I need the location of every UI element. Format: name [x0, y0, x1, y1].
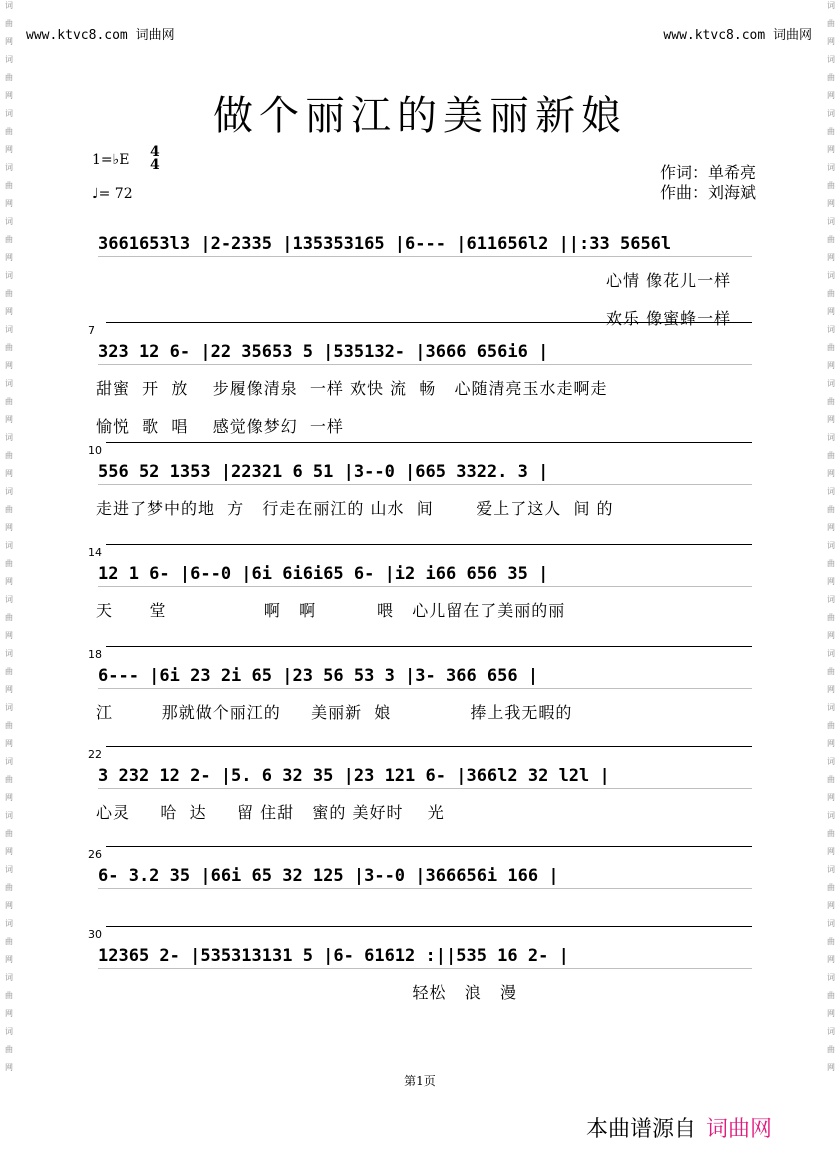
watermark-glyph: 词 — [827, 1027, 835, 1036]
watermark-glyph: 网 — [827, 361, 835, 370]
watermark-glyph: 曲 — [827, 991, 835, 1000]
notation-underline — [98, 586, 752, 587]
watermark-glyph: 网 — [827, 577, 835, 586]
watermark-glyph: 词 — [827, 865, 835, 874]
watermark-glyph: 词 — [5, 703, 13, 712]
page-number: 第1页 — [404, 1074, 436, 1088]
lyric-line: 欢乐 像蜜蜂一样 — [606, 309, 732, 328]
watermark-glyph: 词 — [827, 433, 835, 442]
lyric-line: 轻松 浪 漫 — [96, 983, 517, 1002]
watermark-glyph: 曲 — [5, 883, 13, 892]
watermark-glyph: 曲 — [827, 73, 835, 82]
watermark-glyph: 曲 — [5, 451, 13, 460]
watermark-glyph: 曲 — [827, 559, 835, 568]
notation-row: 3661653l3 |2-2335 |135353165 |6--- |611656l2 ||:33 5656l — [98, 234, 672, 254]
watermark-glyph: 词 — [827, 55, 835, 64]
watermark-glyph: 网 — [827, 739, 835, 748]
tempo-marking: ♩= 72 — [92, 186, 133, 202]
system-top-line — [106, 746, 752, 747]
source-brand-link[interactable]: 词曲网 — [706, 1117, 773, 1142]
watermark-glyph: 曲 — [827, 505, 835, 514]
watermark-glyph: 曲 — [5, 235, 13, 244]
system-top-line — [106, 646, 752, 647]
watermark-glyph: 曲 — [827, 775, 835, 784]
watermark-glyph: 网 — [5, 307, 13, 316]
site-header-right[interactable]: www.ktvc8.com 词曲网 — [663, 28, 812, 43]
watermark-glyph: 网 — [827, 37, 835, 46]
time-signature — [150, 146, 160, 172]
watermark-glyph: 词 — [827, 163, 835, 172]
measure-number: 22 — [88, 748, 102, 761]
watermark-glyph: 曲 — [827, 829, 835, 838]
notation-underline — [98, 484, 752, 485]
watermark-glyph: 网 — [827, 955, 835, 964]
watermark-glyph: 词 — [827, 325, 835, 334]
watermark-glyph: 曲 — [827, 127, 835, 136]
watermark-glyph: 网 — [5, 847, 13, 856]
system-top-line — [106, 442, 752, 443]
watermark-glyph: 曲 — [827, 451, 835, 460]
watermark-glyph: 网 — [5, 91, 13, 100]
watermark-glyph: 词 — [5, 271, 13, 280]
watermark-glyph: 曲 — [827, 721, 835, 730]
watermark-glyph: 词 — [827, 757, 835, 766]
measure-number: 30 — [88, 928, 102, 941]
notation-row: 12365 2- |535313131 5 |6- 61612 :||535 16 2- | — [98, 946, 569, 966]
watermark-glyph: 曲 — [827, 343, 835, 352]
watermark-glyph: 网 — [5, 415, 13, 424]
system-top-line — [106, 846, 752, 847]
watermark-glyph: 曲 — [5, 1045, 13, 1054]
notation-underline — [98, 968, 752, 969]
watermark-glyph: 词 — [5, 217, 13, 226]
watermark-glyph: 曲 — [5, 397, 13, 406]
watermark-glyph: 词 — [827, 487, 835, 496]
measure-number: 7 — [88, 324, 95, 337]
watermark-glyph: 词 — [827, 379, 835, 388]
watermark-glyph: 词 — [5, 919, 13, 928]
watermark-glyph: 曲 — [5, 127, 13, 136]
watermark-glyph: 网 — [827, 91, 835, 100]
watermark-glyph: 曲 — [5, 19, 13, 28]
watermark-glyph: 网 — [5, 361, 13, 370]
watermark-glyph: 网 — [5, 253, 13, 262]
watermark-glyph: 曲 — [5, 559, 13, 568]
watermark-glyph: 网 — [827, 523, 835, 532]
notation-underline — [98, 888, 752, 889]
notation-underline — [98, 364, 752, 365]
watermark-glyph: 词 — [827, 217, 835, 226]
notation-row: 6--- |6i 23 2i 65 |23 56 53 3 |3- 366 656 | — [98, 666, 539, 686]
watermark-glyph: 曲 — [827, 883, 835, 892]
watermark-glyph: 词 — [5, 1027, 13, 1036]
watermark-glyph: 网 — [827, 901, 835, 910]
notation-row: 323 12 6- |22 35653 5 |535132- |3666 656i6 | — [98, 342, 549, 362]
watermark-glyph: 词 — [5, 109, 13, 118]
watermark-glyph: 曲 — [5, 829, 13, 838]
watermark-glyph: 曲 — [827, 1045, 835, 1054]
watermark-glyph: 词 — [5, 757, 13, 766]
watermark-glyph: 曲 — [827, 19, 835, 28]
watermark-glyph: 词 — [827, 109, 835, 118]
watermark-glyph: 词 — [827, 271, 835, 280]
system-top-line — [106, 544, 752, 545]
lyric-line: 走进了梦中的地 方 行走在丽江的 山水 间 爱上了这人 间 的 — [96, 499, 614, 518]
watermark-glyph: 词 — [5, 487, 13, 496]
watermark-glyph: 词 — [5, 163, 13, 172]
notation-underline — [98, 788, 752, 789]
watermark-glyph: 曲 — [5, 73, 13, 82]
watermark-glyph: 曲 — [5, 667, 13, 676]
watermark-glyph: 词 — [5, 649, 13, 658]
notation-row: 556 52 1353 |22321 6 51 |3--0 |665 3322. 3 | — [98, 462, 549, 482]
watermark-glyph: 曲 — [827, 937, 835, 946]
song-title: 做个丽江的美丽新娘 — [213, 93, 627, 139]
source-prefix: 本曲谱源自 — [586, 1117, 697, 1142]
site-header-left[interactable]: www.ktvc8.com 词曲网 — [26, 28, 175, 43]
watermark-glyph: 曲 — [5, 505, 13, 514]
watermark-glyph: 曲 — [827, 181, 835, 190]
watermark-glyph: 词 — [5, 325, 13, 334]
watermark-glyph: 网 — [827, 199, 835, 208]
watermark-glyph: 网 — [5, 469, 13, 478]
watermark-glyph: 曲 — [5, 289, 13, 298]
watermark-glyph: 曲 — [827, 667, 835, 676]
watermark-glyph: 词 — [5, 865, 13, 874]
watermark-glyph: 词 — [5, 55, 13, 64]
watermark-glyph: 曲 — [5, 343, 13, 352]
watermark-glyph: 词 — [827, 1, 835, 10]
lyric-line: 愉悦 歌 唱 感觉像梦幻 一样 — [96, 417, 344, 436]
watermark-glyph: 网 — [5, 955, 13, 964]
watermark-glyph: 网 — [827, 847, 835, 856]
watermark-glyph: 曲 — [5, 775, 13, 784]
watermark-glyph: 网 — [5, 685, 13, 694]
watermark-glyph: 词 — [827, 595, 835, 604]
watermark-glyph: 网 — [5, 739, 13, 748]
watermark-glyph: 曲 — [827, 289, 835, 298]
watermark-glyph: 网 — [5, 37, 13, 46]
lyric-line: 甜蜜 开 放 步履像清泉 一样 欢快 流 畅 心随清亮玉水走啊走 — [96, 379, 608, 398]
measure-number: 14 — [88, 546, 102, 559]
watermark-glyph: 网 — [827, 253, 835, 262]
notation-row: 12 1 6- |6--0 |6i 6i6i65 6- |i2 i66 656 35 | — [98, 564, 549, 584]
watermark-glyph: 词 — [827, 973, 835, 982]
lyric-line: 心灵 哈 达 留 住甜 蜜的 美好时 光 — [96, 803, 445, 822]
watermark-glyph: 词 — [5, 541, 13, 550]
watermark-glyph: 曲 — [5, 991, 13, 1000]
watermark-glyph: 网 — [827, 793, 835, 802]
watermark-glyph: 词 — [5, 595, 13, 604]
watermark-glyph: 曲 — [827, 397, 835, 406]
watermark-glyph: 网 — [827, 415, 835, 424]
watermark-glyph: 网 — [827, 469, 835, 478]
composer-credit: 作曲：刘海斌 — [660, 183, 757, 202]
source-credit — [586, 1112, 772, 1143]
watermark-glyph: 网 — [5, 523, 13, 532]
watermark-glyph: 曲 — [5, 721, 13, 730]
watermark-glyph: 词 — [827, 541, 835, 550]
notation-underline — [98, 688, 752, 689]
watermark-glyph: 网 — [5, 631, 13, 640]
watermark-glyph: 词 — [827, 811, 835, 820]
time-signature-top: 4 — [150, 144, 160, 160]
watermark-glyph: 网 — [827, 145, 835, 154]
notation-row: 3 232 12 2- |5. 6 32 35 |23 121 6- |366l2 32 l2l | — [98, 766, 610, 786]
watermark-glyph: 词 — [827, 649, 835, 658]
watermark-glyph: 网 — [5, 145, 13, 154]
watermark-glyph: 词 — [827, 703, 835, 712]
watermark-left-strip — [2, 0, 16, 1169]
watermark-glyph: 曲 — [827, 235, 835, 244]
lyricist-credit: 作词：单希亮 — [660, 163, 757, 182]
measure-number: 26 — [88, 848, 102, 861]
notation-underline — [98, 256, 752, 257]
watermark-glyph: 网 — [5, 1009, 13, 1018]
watermark-glyph: 网 — [827, 307, 835, 316]
time-signature-bottom: 4 — [150, 157, 160, 173]
watermark-glyph: 网 — [5, 1063, 13, 1072]
watermark-glyph: 词 — [5, 1, 13, 10]
watermark-right-strip — [824, 0, 838, 1169]
watermark-glyph: 词 — [5, 379, 13, 388]
measure-number: 10 — [88, 444, 102, 457]
key-signature: 1=♭E — [92, 152, 130, 168]
watermark-glyph: 词 — [827, 919, 835, 928]
system-top-line — [106, 322, 752, 323]
watermark-glyph: 网 — [827, 1009, 835, 1018]
measure-number: 18 — [88, 648, 102, 661]
watermark-glyph: 曲 — [5, 937, 13, 946]
notation-row: 6- 3.2 35 |66i 65 32 125 |3--0 |366656i 166 | — [98, 866, 559, 886]
system-top-line — [106, 926, 752, 927]
watermark-glyph: 曲 — [5, 613, 13, 622]
watermark-glyph: 网 — [5, 577, 13, 586]
watermark-glyph: 网 — [5, 901, 13, 910]
lyric-line: 心情 像花儿一样 — [606, 271, 732, 290]
watermark-glyph: 曲 — [827, 613, 835, 622]
watermark-glyph: 词 — [5, 433, 13, 442]
watermark-glyph: 网 — [5, 793, 13, 802]
lyric-line: 江 那就做个丽江的 美丽新 娘 捧上我无暇的 — [96, 703, 573, 722]
lyric-line: 天 堂 啊 啊 喂 心儿留在了美丽的丽 — [96, 601, 566, 620]
watermark-glyph: 网 — [827, 631, 835, 640]
watermark-glyph: 网 — [827, 1063, 835, 1072]
watermark-glyph: 词 — [5, 811, 13, 820]
watermark-glyph: 词 — [5, 973, 13, 982]
watermark-glyph: 网 — [827, 685, 835, 694]
watermark-glyph: 网 — [5, 199, 13, 208]
watermark-glyph: 曲 — [5, 181, 13, 190]
